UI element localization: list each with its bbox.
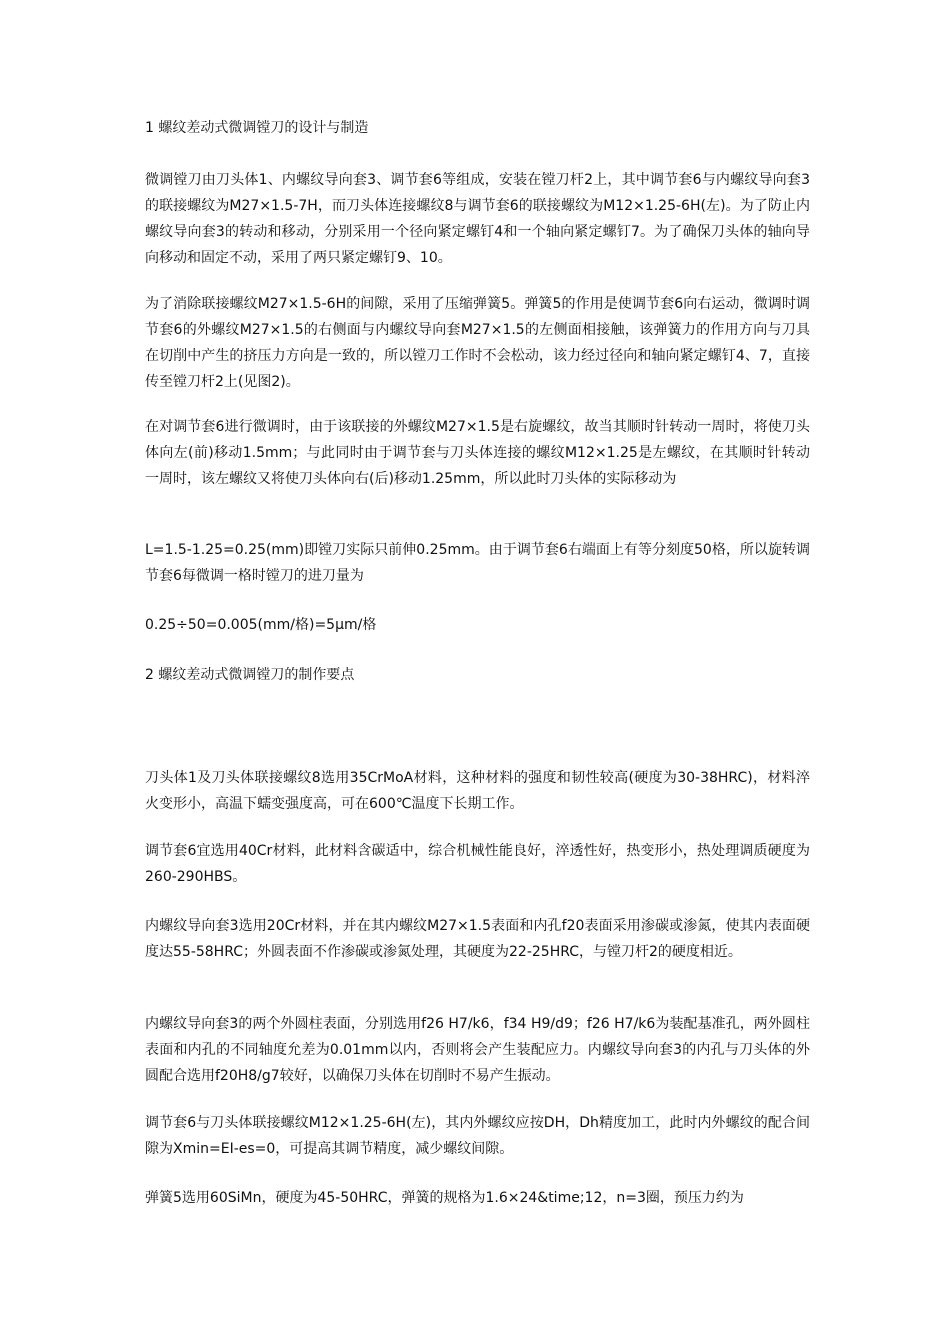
paragraph-4: L=1.5-1.25=0.25(mm)即镗刀实际只前伸0.25mm。由于调节套6右端面上有等分刻度50格，所以旋转调节套6每微调一格时镗刀的进刀量为: [145, 542, 810, 584]
paragraph-10: 调节套6与刀头体联接螺纹M12×1.25-6H(左)，其内外螺纹应按DH，Dh精度加工，此时内外螺纹的配合间隙为Xmin=EI-es=0，可提高其调节精度，减少螺纹间隙。: [145, 1115, 810, 1157]
paragraph-9: 内螺纹导向套3的两个外圆柱表面，分别选用f26 H7/k6，f34 H9/d9；f26 H7/k6为装配基准孔，两外圆柱表面和内孔的不同轴度允差为0.01mm以内，否则将会产生装配应力。内螺纹导向套3的内孔与刀头体的外圆配合选用f20H8/g7较好，以确保刀头体在切削时不易产生振动。: [145, 1016, 810, 1084]
section-heading-1: 1 螺纹差动式微调镗刀的设计与制造: [145, 120, 369, 136]
paragraph-8: 内螺纹导向套3选用20Cr材料，并在其内螺纹M27×1.5表面和内孔f20表面采用渗碳或渗氮，使其内表面硬度达55-58HRC；外圆表面不作渗碳或渗氮处理，其硬度为22-25HRC，与镗刀杆2的硬度相近。: [145, 918, 810, 960]
paragraph-7: 调节套6宜选用40Cr材料，此材料含碳适中，综合机械性能良好，淬透性好，热变形小，热处理调质硬度为260-290HBS。: [145, 843, 810, 885]
paragraph-6: 刀头体1及刀头体联接螺纹8选用35CrMoA材料，这种材料的强度和韧性较高(硬度为30-38HRC)，材料淬火变形小，高温下蠕变强度高，可在600℃温度下长期工作。: [145, 770, 810, 812]
paragraph-11: 弹簧5选用60SiMn，硬度为45-50HRC，弹簧的规格为1.6×24&time;12，n=3圈，预压力约为: [145, 1190, 744, 1206]
section-heading-2: 2 螺纹差动式微调镗刀的制作要点: [145, 667, 355, 683]
paragraph-2: 为了消除联接螺纹M27×1.5-6H的间隙，采用了压缩弹簧5。弹簧5的作用是使调节套6向右运动，微调时调节套6的外螺纹M27×1.5的右侧面与内螺纹导向套M27×1.5的左侧面相接触，该弹簧力的作用方向与刀具在切削中产生的挤压力方向是一致的，所以镗刀工作时不会松动，该力经过径向和轴向紧定螺钉4、7，直接传至镗刀杆2上(见图2)。: [145, 296, 810, 390]
paragraph-1: 微调镗刀由刀头体1、内螺纹导向套3、调节套6等组成，安装在镗刀杆2上，其中调节套6与内螺纹导向套3的联接螺纹为M27×1.5-7H，而刀头体连接螺纹8与调节套6的联接螺纹为M12×1.25-6H(左)。为了防止内螺纹导向套3的转动和移动，分别采用一个径向紧定螺钉4和一个轴向紧定螺钉7。为了确保刀头体的轴向导向移动和固定不动，采用了两只紧定螺钉9、10。: [145, 172, 810, 266]
paragraph-3: 在对调节套6进行微调时，由于该联接的外螺纹M27×1.5是右旋螺纹，故当其顺时针转动一周时，将使刀头体向左(前)移动1.5mm；与此同时由于调节套与刀头体连接的螺纹M12×1.25是左螺纹，在其顺时针转动一周时，该左螺纹又将使刀头体向右(后)移动1.25mm，所以此时刀头体的实际移动为: [145, 419, 810, 487]
paragraph-5: 0.25÷50=0.005(mm/格)=5μm/格: [145, 617, 377, 633]
